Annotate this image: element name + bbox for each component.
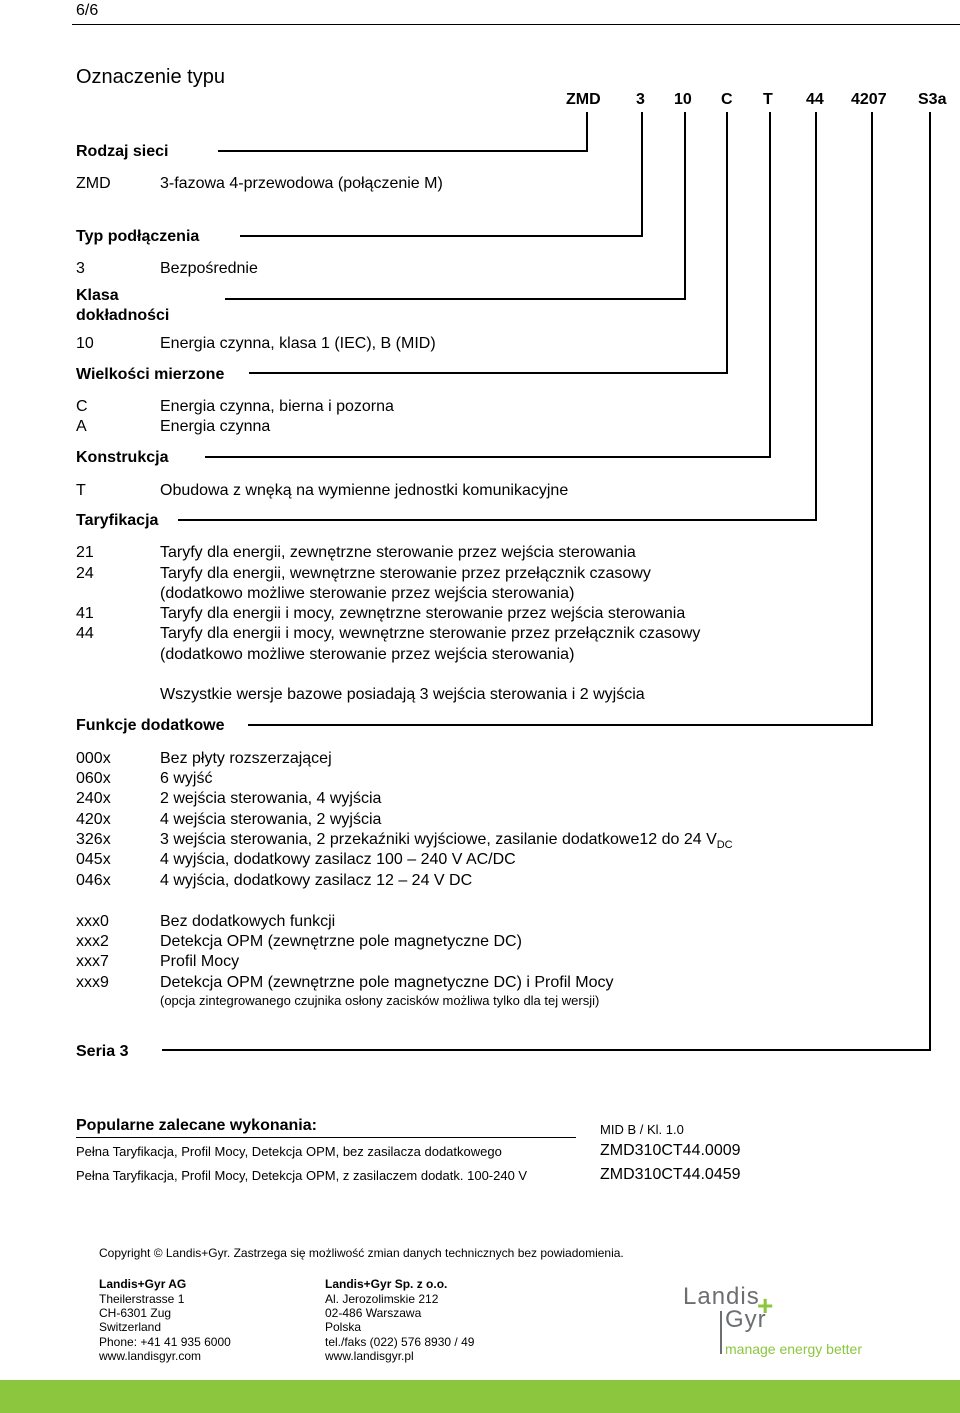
desc-41: Taryfy dla energii i mocy, zewnętrzne sterowanie przez wejścia sterowania (160, 605, 686, 622)
connector-accuracy (225, 112, 685, 299)
heading-connection: Typ podłączenia (76, 228, 200, 245)
code-3: 3 (76, 260, 85, 277)
addr2-company: Landis+Gyr Sp. z o.o. (325, 1277, 448, 1291)
desc-a: Energia czynna (160, 418, 271, 435)
desc-060x: 6 wyjść (160, 770, 213, 787)
desc-xxx0: Bez dodatkowych funkcji (160, 913, 336, 930)
type-code-c: C (721, 91, 733, 108)
addr2-line: Al. Jerozolimskie 212 (325, 1292, 439, 1306)
desc-000x: Bez płyty rozszerzającej (160, 750, 332, 767)
addr2-phone: tel./faks (022) 576 8930 / 49 (325, 1335, 475, 1349)
code-zmd: ZMD (76, 175, 111, 192)
desc-21: Taryfy dla energii, zewnętrzne sterowanie przez wejścia sterowania (160, 544, 636, 561)
desc-44: Taryfy dla energii i mocy, wewnętrzne sterowanie przez przełącznik czasowy (160, 625, 701, 642)
code-060x: 060x (76, 770, 111, 787)
extra-footnote: (opcja zintegrowanego czujnika osłony zacisków możliwa tylko dla tej wersji) (160, 993, 600, 1008)
code-c: C (76, 398, 88, 415)
addr1-line: Theilerstrasse 1 (99, 1292, 185, 1306)
desc-045x: 4 wyjścia, dodatkowy zasilacz 100 – 240 V AC/DC (160, 851, 516, 868)
code-t: T (76, 482, 86, 499)
code-xxx9: xxx9 (76, 974, 109, 991)
heading-tariff: Taryfikacja (76, 512, 159, 529)
type-code-10: 10 (674, 91, 692, 108)
desc-xxx7: Profil Mocy (160, 953, 240, 970)
code-24: 24 (76, 565, 94, 582)
logo-word-landis: Landis (683, 1283, 760, 1310)
connector-connection (240, 112, 642, 236)
code-420x: 420x (76, 811, 111, 828)
page-title: Oznaczenie typu (76, 66, 225, 88)
heading-network: Rodzaj sieci (76, 143, 169, 160)
copyright: Copyright © Landis+Gyr. Zastrzega się możliwość zmian danych technicznych bez powiadomienia. (99, 1246, 624, 1260)
code-046x: 046x (76, 872, 111, 889)
logo-word-gyr: Gyr (725, 1306, 767, 1333)
tariff-note: Wszystkie wersje bazowe posiadają 3 wejścia sterowania i 2 wyjścia (160, 686, 645, 703)
desc-44-line2: (dodatkowo możliwe sterowanie przez wejścia sterowania) (160, 646, 575, 663)
desc-t: Obudowa z wnęką na wymienne jednostki komunikacyjne (160, 482, 569, 499)
recommended-row-2-desc: Pełna Taryfikacja, Profil Mocy, Detekcja OPM, z zasilaczem dodatk. 100-240 V (76, 1168, 528, 1183)
connector-network (218, 112, 587, 151)
heading-construction: Konstrukcja (76, 449, 169, 466)
footer-green-bar (0, 1380, 960, 1413)
type-code-44: 44 (806, 91, 824, 108)
addr1-phone: Phone: +41 41 935 6000 (99, 1335, 231, 1349)
addr1-company: Landis+Gyr AG (99, 1277, 187, 1291)
type-code-4207: 4207 (851, 91, 887, 108)
page-number: 6/6 (76, 2, 99, 19)
type-code-3: 3 (636, 91, 645, 108)
addr2-line: Polska (325, 1320, 362, 1334)
logo-plus: + (757, 1290, 775, 1321)
code-21: 21 (76, 544, 94, 561)
code-41: 41 (76, 605, 94, 622)
type-code-s3a: S3a (918, 91, 947, 108)
desc-10: Energia czynna, klasa 1 (IEC), B (MID) (160, 335, 436, 352)
desc-326x-subscript: DC (716, 839, 733, 852)
logo-bar (720, 1311, 722, 1354)
desc-24: Taryfy dla energii, wewnętrzne sterowanie przez przełącznik czasowy (160, 565, 651, 582)
addr1-website: www.landisgyr.com (99, 1349, 202, 1363)
desc-c: Energia czynna, bierna i pozorna (160, 398, 394, 415)
code-xxx2: xxx2 (76, 933, 109, 950)
addr1-line: Switzerland (99, 1320, 162, 1334)
desc-3: Bezpośrednie (160, 260, 258, 277)
code-10: 10 (76, 335, 94, 352)
recommended-heading: Popularne zalecane wykonania: (76, 1117, 317, 1134)
code-xxx0: xxx0 (76, 913, 109, 930)
addr2-website: www.landisgyr.pl (325, 1349, 414, 1363)
code-xxx7: xxx7 (76, 953, 109, 970)
logo-tagline: manage energy better (725, 1341, 862, 1357)
desc-24-line2: (dodatkowo możliwe sterowanie przez wejścia sterowania) (160, 585, 575, 602)
connector-tariff (178, 112, 816, 520)
code-a: A (76, 418, 87, 435)
recommended-row-1-desc: Pełna Taryfikacja, Profil Mocy, Detekcja OPM, bez zasilacza dodatkowego (76, 1144, 502, 1159)
desc-326x (160, 831, 733, 851)
desc-xxx9: Detekcja OPM (zewnętrzne pole magnetyczne DC) i Profil Mocy (160, 974, 614, 991)
desc-326x-text: 3 wejścia sterowania, 2 przekaźniki wyjściowe, zasilanie dodatkowe12 do 24 V (160, 831, 717, 848)
code-44: 44 (76, 625, 94, 642)
heading-accuracy-line2: dokładności (76, 307, 170, 324)
heading-series: Seria 3 (76, 1043, 129, 1060)
recommended-col-header: MID B / Kl. 1.0 (600, 1122, 684, 1137)
addr2-line: 02-486 Warszawa (325, 1306, 422, 1320)
heading-measured: Wielkości mierzone (76, 366, 225, 383)
addr1-line: CH-6301 Zug (99, 1306, 172, 1320)
desc-046x: 4 wyjścia, dodatkowy zasilacz 12 – 24 V DC (160, 872, 473, 889)
recommended-row-2-code: ZMD310CT44.0459 (600, 1166, 741, 1183)
desc-240x: 2 wejścia sterowania, 4 wyjścia (160, 790, 382, 807)
heading-accuracy-line1: Klasa (76, 287, 119, 304)
desc-zmd: 3-fazowa 4-przewodowa (połączenie M) (160, 175, 443, 192)
code-240x: 240x (76, 790, 111, 807)
code-000x: 000x (76, 750, 111, 767)
recommended-rule (76, 1137, 576, 1138)
code-326x: 326x (76, 831, 111, 848)
type-code-t: T (763, 91, 773, 108)
recommended-row-1-code: ZMD310CT44.0009 (600, 1142, 741, 1159)
desc-420x: 4 wejścia sterowania, 2 wyjścia (160, 811, 382, 828)
desc-xxx2: Detekcja OPM (zewnętrzne pole magnetyczne DC) (160, 933, 522, 950)
code-045x: 045x (76, 851, 111, 868)
type-code-zmd: ZMD (566, 91, 601, 108)
heading-extra: Funkcje dodatkowe (76, 717, 225, 734)
